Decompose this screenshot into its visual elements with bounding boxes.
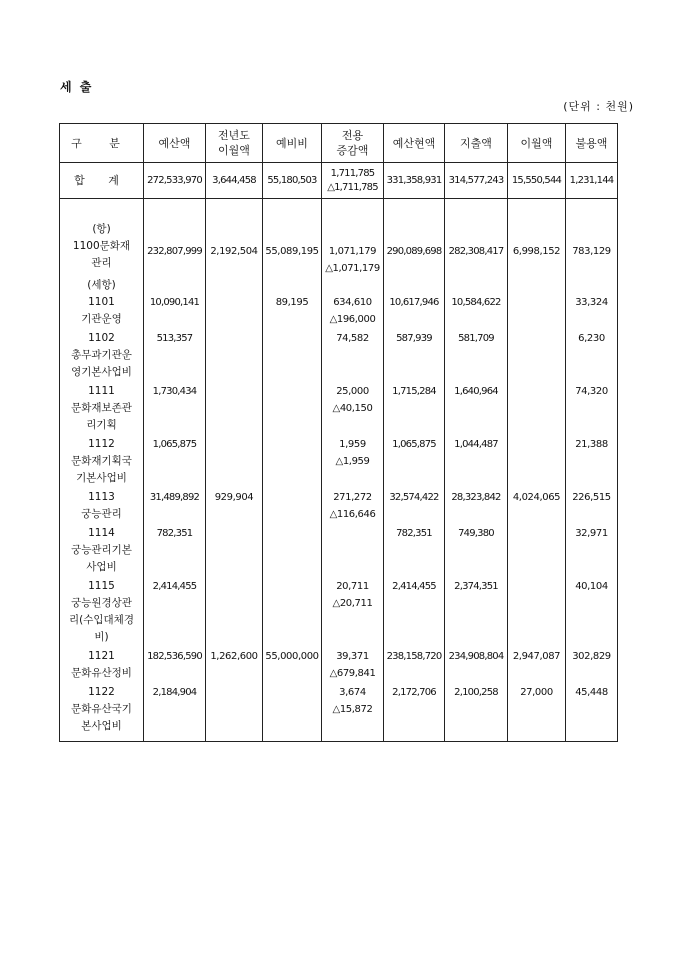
row-label-line: 1122 [88, 686, 115, 698]
cell-reserve [263, 277, 322, 330]
row-label-line: 1102 [88, 332, 115, 344]
transfer-value: 1,071,179 [328, 246, 377, 257]
cell-reserve [263, 525, 322, 578]
cell-value: 1,044,487 [454, 439, 498, 450]
cell-value: 32,574,422 [389, 492, 439, 503]
cell-value: 929,904 [214, 492, 254, 503]
transfer-adjust: △15,872 [332, 704, 373, 715]
cell-value: 33,324 [575, 297, 608, 308]
total-transfer: 1,711,785 △1,711,785 [322, 163, 384, 199]
cell-carryover-prev [206, 277, 263, 330]
cell-carryover [508, 277, 566, 330]
cell-unused [566, 525, 618, 578]
cell-carryover [508, 209, 566, 277]
cell-transfer [322, 330, 384, 383]
cell-value: 234,908,804 [448, 651, 504, 662]
cell-current-budget [384, 277, 445, 330]
table-row [60, 578, 618, 648]
cell-value: 6,230 [578, 333, 605, 344]
cell-unused [566, 648, 618, 684]
cell-budget [144, 489, 206, 525]
total-carryover-prev: 3,644,458 [206, 163, 263, 199]
spacer-row [60, 199, 618, 210]
cell-carryover-prev [206, 578, 263, 648]
cell-expenditure [445, 489, 508, 525]
cell-expenditure [445, 209, 508, 277]
row-label-line: 1114 [88, 527, 115, 539]
row-label-line: 문화재기획국 [71, 455, 132, 467]
cell-value: 21,388 [575, 439, 608, 450]
row-label-line: 궁능관리기본 [71, 544, 132, 556]
row-label [60, 489, 144, 525]
row-label [60, 436, 144, 489]
transfer-adjust: △1,959 [335, 456, 370, 467]
table-header-row [60, 124, 618, 163]
row-label-line: 총무과기관운 [71, 349, 132, 361]
cell-reserve [263, 684, 322, 742]
cell-value: 2,100,258 [454, 687, 498, 698]
row-label [60, 209, 144, 277]
cell-value: 1,730,434 [152, 386, 197, 397]
cell-budget [144, 648, 206, 684]
cell-budget [144, 209, 206, 277]
cell-carryover-prev [206, 525, 263, 578]
cell-reserve [263, 648, 322, 684]
transfer-adjust: △196,000 [329, 314, 376, 325]
total-reserve: 55,180,503 [263, 163, 322, 199]
row-label-line: 궁능관리 [81, 508, 122, 520]
cell-carryover-prev [206, 648, 263, 684]
total-row [60, 163, 618, 199]
cell-carryover [508, 578, 566, 648]
cell-value: 55,000,000 [265, 651, 319, 662]
cell-unused [566, 383, 618, 436]
transfer-value: 271,272 [333, 492, 372, 503]
cell-value: 10,617,946 [389, 297, 439, 308]
cell-transfer [322, 209, 384, 277]
cell-transfer [322, 525, 384, 578]
row-label-line: 사업비 [86, 561, 117, 573]
transfer-value: 74,582 [336, 333, 369, 344]
cell-value: 32,971 [575, 528, 608, 539]
cell-current-budget [384, 489, 445, 525]
cell-reserve [263, 383, 322, 436]
cell-value: 2,414,455 [392, 581, 436, 592]
header-carryover: 이월액 [508, 124, 566, 163]
transfer-adjust: △679,841 [329, 668, 376, 679]
cell-value: 6,998,152 [512, 246, 561, 257]
cell-current-budget [384, 436, 445, 489]
cell-value: 587,939 [396, 333, 432, 344]
table-row [60, 383, 618, 436]
cell-carryover [508, 436, 566, 489]
cell-reserve [263, 330, 322, 383]
transfer-adjust: △20,711 [332, 598, 373, 609]
cell-value: 2,172,706 [392, 687, 436, 698]
cell-carryover-prev [206, 436, 263, 489]
total-expenditure: 314,577,243 [445, 163, 508, 199]
total-budget: 272,533,970 [144, 163, 206, 199]
row-label-line: 영기본사업비 [71, 366, 132, 378]
table-row [60, 330, 618, 383]
cell-value: 238,158,720 [386, 651, 442, 662]
table-row [60, 209, 618, 277]
table-row [60, 277, 618, 330]
cell-unused [566, 277, 618, 330]
cell-value: 1,640,964 [454, 386, 498, 397]
cell-value: 182,536,590 [147, 651, 202, 662]
cell-value: 782,351 [396, 528, 432, 539]
row-label-line: 문화재보존관 [71, 402, 132, 414]
cell-value: 226,515 [572, 492, 611, 503]
cell-value: 1,262,600 [210, 651, 258, 662]
cell-value: 1,065,875 [392, 439, 436, 450]
row-label-line: 리기획 [86, 419, 117, 431]
cell-carryover-prev [206, 684, 263, 742]
cell-value: 513,357 [156, 333, 193, 344]
row-label-line: 문화유산국기 [71, 703, 132, 715]
row-label-line: 1100문화재 [72, 240, 131, 252]
cell-value: 2,184,904 [152, 687, 197, 698]
header-transfer: 전용 증감액 [322, 124, 384, 163]
header-budget: 예산액 [144, 124, 206, 163]
cell-value: 290,089,698 [386, 246, 442, 257]
cell-carryover-prev [206, 383, 263, 436]
total-label: 합 계 [60, 163, 144, 199]
cell-carryover [508, 648, 566, 684]
cell-unused [566, 578, 618, 648]
row-label [60, 383, 144, 436]
header-category: 구 분 [60, 124, 144, 163]
cell-unused [566, 436, 618, 489]
cell-value: 27,000 [520, 687, 553, 698]
cell-carryover-prev [206, 489, 263, 525]
cell-value: 783,129 [572, 246, 611, 257]
total-carryover: 15,550,544 [508, 163, 566, 199]
cell-transfer [322, 648, 384, 684]
row-label-line: 1121 [88, 650, 115, 662]
row-label-line: 1101 [88, 296, 115, 308]
row-label-line: 궁능원경상관 [71, 597, 132, 609]
row-label-line: 본사업비 [81, 720, 122, 732]
transfer-value: 20,711 [336, 581, 369, 592]
cell-value: 1,065,875 [152, 439, 197, 450]
cell-expenditure [445, 330, 508, 383]
row-label-line: 1111 [88, 385, 115, 397]
row-label-line: (항) [92, 223, 111, 235]
cell-value: 581,709 [458, 333, 494, 344]
header-carryover-prev: 전년도 이월액 [206, 124, 263, 163]
cell-current-budget [384, 648, 445, 684]
row-label-line: 기본사업비 [76, 472, 127, 484]
cell-value: 40,104 [575, 581, 608, 592]
cell-value: 28,323,842 [451, 492, 501, 503]
cell-budget [144, 525, 206, 578]
row-label-line: 1112 [88, 438, 115, 450]
cell-expenditure [445, 578, 508, 648]
cell-expenditure [445, 436, 508, 489]
cell-value: 55,089,195 [265, 246, 319, 257]
transfer-adjust: △1,071,179 [325, 263, 380, 274]
cell-current-budget [384, 525, 445, 578]
transfer-value: 1,959 [339, 439, 366, 450]
cell-current-budget [384, 684, 445, 742]
cell-value: 2,947,087 [512, 651, 561, 662]
cell-carryover [508, 330, 566, 383]
transfer-value: 634,610 [333, 297, 372, 308]
cell-expenditure [445, 525, 508, 578]
table-row [60, 648, 618, 684]
row-label-line: 문화유산정비 [71, 667, 132, 679]
cell-value: 2,374,351 [454, 581, 498, 592]
cell-current-budget [384, 578, 445, 648]
row-label [60, 330, 144, 383]
row-label [60, 525, 144, 578]
header-current-budget: 예산현액 [384, 124, 445, 163]
cell-expenditure [445, 648, 508, 684]
cell-budget [144, 330, 206, 383]
row-label-line: 비) [94, 631, 109, 643]
row-label [60, 648, 144, 684]
row-label-line: 1115 [88, 580, 115, 592]
cell-value: 4,024,065 [512, 492, 561, 503]
cell-expenditure [445, 383, 508, 436]
cell-value: 10,584,622 [451, 297, 501, 308]
cell-carryover [508, 525, 566, 578]
cell-transfer [322, 383, 384, 436]
cell-current-budget [384, 330, 445, 383]
cell-transfer [322, 277, 384, 330]
total-unused: 1,231,144 [566, 163, 618, 199]
cell-transfer [322, 489, 384, 525]
cell-budget [144, 277, 206, 330]
cell-reserve [263, 436, 322, 489]
transfer-adjust: △116,646 [329, 509, 376, 520]
cell-unused [566, 489, 618, 525]
cell-current-budget [384, 383, 445, 436]
cell-unused [566, 209, 618, 277]
cell-carryover-prev [206, 209, 263, 277]
header-expenditure: 지출액 [445, 124, 508, 163]
cell-value: 89,195 [275, 297, 309, 308]
cell-value: 232,807,999 [147, 246, 202, 257]
cell-carryover-prev [206, 330, 263, 383]
cell-value: 2,414,455 [152, 581, 197, 592]
transfer-value: 3,674 [339, 687, 366, 698]
table-row [60, 684, 618, 742]
cell-reserve [263, 489, 322, 525]
cell-reserve [263, 578, 322, 648]
cell-carryover [508, 489, 566, 525]
expenditure-table [59, 123, 618, 742]
row-label [60, 684, 144, 742]
table-row [60, 525, 618, 578]
cell-value: 45,448 [575, 687, 608, 698]
row-label-line: 관리 [91, 257, 112, 269]
row-label-line: 1113 [88, 491, 115, 503]
cell-reserve [263, 209, 322, 277]
cell-value: 1,715,284 [392, 386, 436, 397]
table-row [60, 436, 618, 489]
unit-label: (단위 : 천원) [563, 100, 634, 113]
row-label-line: 기관운영 [81, 313, 122, 325]
cell-value: 2,192,504 [210, 246, 258, 257]
cell-carryover [508, 684, 566, 742]
cell-value: 302,829 [572, 651, 611, 662]
cell-transfer [322, 684, 384, 742]
cell-value: 749,380 [458, 528, 494, 539]
row-label-line: 리(수입대체경 [69, 614, 134, 626]
row-label [60, 277, 144, 330]
transfer-value: 39,371 [336, 651, 369, 662]
transfer-adjust: △40,150 [332, 403, 373, 414]
cell-value: 782,351 [156, 528, 193, 539]
cell-unused [566, 330, 618, 383]
cell-transfer [322, 578, 384, 648]
transfer-value: 25,000 [336, 386, 369, 397]
cell-budget [144, 578, 206, 648]
cell-expenditure [445, 684, 508, 742]
cell-current-budget [384, 209, 445, 277]
table-row [60, 489, 618, 525]
cell-value: 10,090,141 [149, 297, 200, 308]
cell-carryover [508, 383, 566, 436]
row-label [60, 578, 144, 648]
cell-unused [566, 684, 618, 742]
cell-expenditure [445, 277, 508, 330]
total-current-budget: 331,358,931 [384, 163, 445, 199]
cell-budget [144, 383, 206, 436]
cell-value: 74,320 [575, 386, 608, 397]
cell-budget [144, 684, 206, 742]
cell-budget [144, 436, 206, 489]
cell-value: 282,308,417 [448, 246, 504, 257]
header-reserve: 예비비 [263, 124, 322, 163]
row-label-line: (세항) [87, 279, 116, 291]
section-title: 세 출 [60, 80, 94, 94]
cell-transfer [322, 436, 384, 489]
cell-value: 31,489,892 [149, 492, 200, 503]
header-unused: 불용액 [566, 124, 618, 163]
